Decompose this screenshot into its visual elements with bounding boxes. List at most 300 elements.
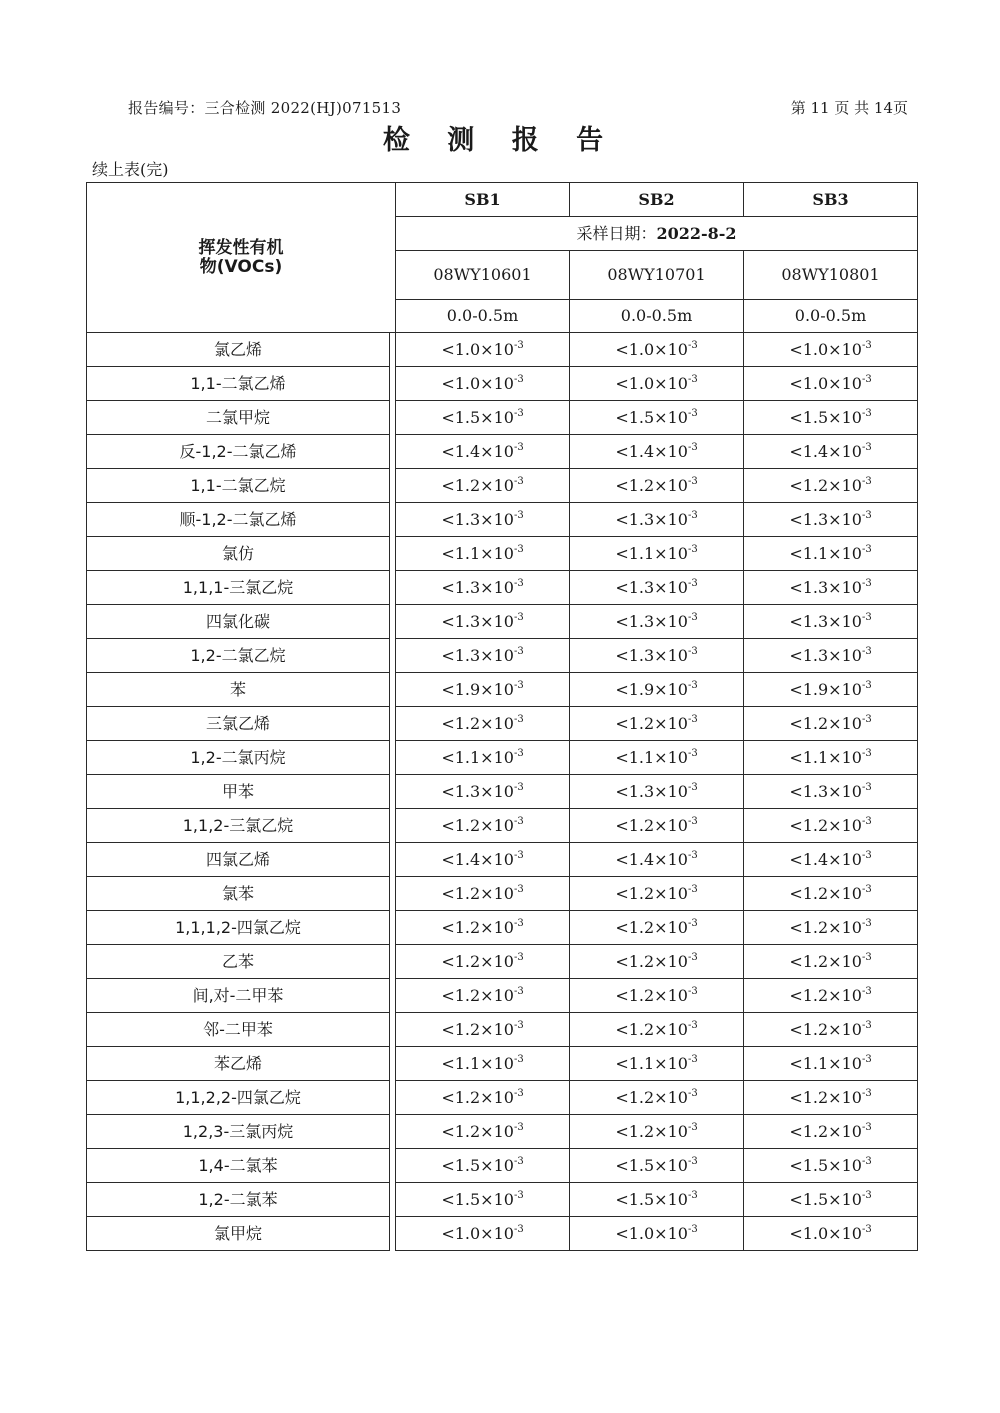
result-exponent: -3 bbox=[861, 747, 872, 759]
result-value: <1.2×10 bbox=[441, 1087, 514, 1107]
depth-sb1: 0.0-0.5m bbox=[396, 300, 570, 333]
result-cell bbox=[396, 673, 570, 707]
result-value: <1.4×10 bbox=[789, 849, 862, 869]
result-exponent: -3 bbox=[861, 475, 872, 487]
result-cell bbox=[744, 673, 918, 707]
result-exponent: -3 bbox=[687, 679, 698, 691]
sampling-date-value: 2022-8-2 bbox=[656, 223, 737, 243]
result-value: <1.3×10 bbox=[441, 509, 514, 529]
result-cell bbox=[570, 333, 744, 367]
sample-id-sb1: 08WY10601 bbox=[396, 251, 570, 300]
table-row bbox=[87, 333, 918, 367]
table-row bbox=[87, 775, 918, 809]
result-exponent: -3 bbox=[861, 509, 872, 521]
result-value: <1.2×10 bbox=[441, 883, 514, 903]
result-value: <1.5×10 bbox=[789, 407, 862, 427]
depth-sb2: 0.0-0.5m bbox=[570, 300, 744, 333]
result-value: <1.5×10 bbox=[441, 1155, 514, 1175]
result-exponent: -3 bbox=[687, 475, 698, 487]
result-exponent: -3 bbox=[687, 747, 698, 759]
result-cell bbox=[570, 1115, 744, 1149]
result-value: <1.2×10 bbox=[441, 815, 514, 835]
result-value: <1.4×10 bbox=[441, 849, 514, 869]
result-exponent: -3 bbox=[513, 917, 524, 929]
compound-name: 甲苯 bbox=[87, 775, 390, 809]
site-header-row bbox=[87, 183, 918, 217]
result-exponent: -3 bbox=[687, 781, 698, 793]
compound-name: 1,1,1,2-四氯乙烷 bbox=[87, 911, 390, 945]
result-value: <1.9×10 bbox=[441, 679, 514, 699]
result-cell bbox=[396, 741, 570, 775]
result-value: <1.5×10 bbox=[789, 1189, 862, 1209]
result-exponent: -3 bbox=[687, 509, 698, 521]
result-exponent: -3 bbox=[687, 611, 698, 623]
result-exponent: -3 bbox=[513, 951, 524, 963]
parameter-header-cell bbox=[87, 183, 396, 333]
compound-name: 苯乙烯 bbox=[87, 1047, 390, 1081]
result-cell bbox=[744, 843, 918, 877]
result-value: <1.2×10 bbox=[789, 815, 862, 835]
result-value: <1.3×10 bbox=[441, 781, 514, 801]
result-cell bbox=[570, 1217, 744, 1251]
voc-results-table bbox=[86, 182, 918, 1251]
result-cell bbox=[744, 367, 918, 401]
result-exponent: -3 bbox=[513, 1223, 524, 1235]
result-exponent: -3 bbox=[861, 543, 872, 555]
compound-name: 氯仿 bbox=[87, 537, 390, 571]
table-row bbox=[87, 1115, 918, 1149]
result-cell bbox=[570, 707, 744, 741]
result-value: <1.3×10 bbox=[441, 577, 514, 597]
result-cell bbox=[396, 945, 570, 979]
result-value: <1.2×10 bbox=[789, 917, 862, 937]
result-value: <1.0×10 bbox=[615, 1223, 688, 1243]
result-value: <1.3×10 bbox=[789, 781, 862, 801]
result-value: <1.2×10 bbox=[789, 1087, 862, 1107]
result-value: <1.5×10 bbox=[441, 407, 514, 427]
continued-label: 续上表(完) bbox=[92, 160, 169, 179]
result-cell bbox=[570, 1149, 744, 1183]
result-exponent: -3 bbox=[861, 1155, 872, 1167]
result-exponent: -3 bbox=[513, 645, 524, 657]
result-cell bbox=[744, 333, 918, 367]
result-cell bbox=[744, 503, 918, 537]
table-row bbox=[87, 1183, 918, 1217]
result-cell bbox=[744, 911, 918, 945]
result-value: <1.2×10 bbox=[615, 1121, 688, 1141]
result-exponent: -3 bbox=[687, 543, 698, 555]
result-value: <1.2×10 bbox=[789, 985, 862, 1005]
compound-name: 1,2,3-三氯丙烷 bbox=[87, 1115, 390, 1149]
compound-name: 二氯甲烷 bbox=[87, 401, 390, 435]
result-exponent: -3 bbox=[861, 679, 872, 691]
result-exponent: -3 bbox=[513, 339, 524, 351]
result-exponent: -3 bbox=[513, 611, 524, 623]
result-cell bbox=[744, 979, 918, 1013]
result-cell bbox=[570, 945, 744, 979]
result-exponent: -3 bbox=[687, 407, 698, 419]
table-row bbox=[87, 469, 918, 503]
result-cell bbox=[396, 707, 570, 741]
result-cell bbox=[570, 639, 744, 673]
result-cell bbox=[570, 469, 744, 503]
result-exponent: -3 bbox=[513, 985, 524, 997]
result-exponent: -3 bbox=[513, 441, 524, 453]
result-value: <1.2×10 bbox=[441, 713, 514, 733]
result-value: <1.2×10 bbox=[615, 475, 688, 495]
result-cell bbox=[396, 537, 570, 571]
compound-name: 1,2-二氯苯 bbox=[87, 1183, 390, 1217]
result-cell bbox=[570, 809, 744, 843]
result-exponent: -3 bbox=[513, 815, 524, 827]
result-cell bbox=[570, 911, 744, 945]
result-exponent: -3 bbox=[687, 713, 698, 725]
result-value: <1.3×10 bbox=[789, 611, 862, 631]
result-exponent: -3 bbox=[687, 883, 698, 895]
result-cell bbox=[570, 843, 744, 877]
sample-id-sb2: 08WY10701 bbox=[570, 251, 744, 300]
result-cell bbox=[396, 1013, 570, 1047]
result-value: <1.2×10 bbox=[615, 713, 688, 733]
result-exponent: -3 bbox=[513, 781, 524, 793]
table-row bbox=[87, 571, 918, 605]
result-cell bbox=[570, 1013, 744, 1047]
document-title: 检 测 报 告 bbox=[382, 125, 618, 156]
result-cell bbox=[570, 775, 744, 809]
result-value: <1.5×10 bbox=[789, 1155, 862, 1175]
site-sb2: SB2 bbox=[570, 183, 744, 217]
result-cell bbox=[744, 1183, 918, 1217]
result-value: <1.1×10 bbox=[441, 747, 514, 767]
result-cell bbox=[570, 571, 744, 605]
result-value: <1.2×10 bbox=[789, 883, 862, 903]
result-value: <1.0×10 bbox=[441, 339, 514, 359]
result-value: <1.2×10 bbox=[615, 951, 688, 971]
table-row bbox=[87, 639, 918, 673]
sampling-date-cell bbox=[396, 217, 918, 251]
table-row bbox=[87, 911, 918, 945]
result-cell bbox=[396, 775, 570, 809]
result-value: <1.5×10 bbox=[615, 1189, 688, 1209]
compound-name: 反-1,2-二氯乙烯 bbox=[87, 435, 390, 469]
result-value: <1.3×10 bbox=[615, 611, 688, 631]
parameter-header-line2: 物(VOCs) bbox=[199, 256, 283, 277]
result-exponent: -3 bbox=[687, 1189, 698, 1201]
result-cell bbox=[744, 775, 918, 809]
result-value: <1.2×10 bbox=[441, 475, 514, 495]
result-value: <1.2×10 bbox=[615, 1019, 688, 1039]
parameter-header-line1: 挥发性有机 bbox=[198, 237, 284, 258]
compound-name: 1,1,1-三氯乙烷 bbox=[87, 571, 390, 605]
compound-name: 1,1,2-三氯乙烷 bbox=[87, 809, 390, 843]
table-row bbox=[87, 537, 918, 571]
result-cell bbox=[396, 605, 570, 639]
result-cell bbox=[744, 435, 918, 469]
result-exponent: -3 bbox=[687, 577, 698, 589]
result-exponent: -3 bbox=[513, 1155, 524, 1167]
compound-name: 氯苯 bbox=[87, 877, 390, 911]
table-row bbox=[87, 1217, 918, 1251]
result-exponent: -3 bbox=[687, 1223, 698, 1235]
result-cell bbox=[570, 435, 744, 469]
result-exponent: -3 bbox=[861, 1121, 872, 1133]
result-value: <1.3×10 bbox=[789, 509, 862, 529]
result-exponent: -3 bbox=[513, 1053, 524, 1065]
result-value: <1.3×10 bbox=[789, 645, 862, 665]
result-exponent: -3 bbox=[687, 849, 698, 861]
result-value: <1.2×10 bbox=[789, 475, 862, 495]
table-row bbox=[87, 503, 918, 537]
result-exponent: -3 bbox=[513, 1087, 524, 1099]
result-exponent: -3 bbox=[861, 1189, 872, 1201]
result-value: <1.0×10 bbox=[789, 1223, 862, 1243]
result-exponent: -3 bbox=[513, 679, 524, 691]
result-cell bbox=[396, 639, 570, 673]
result-value: <1.1×10 bbox=[789, 1053, 862, 1073]
result-exponent: -3 bbox=[513, 747, 524, 759]
result-exponent: -3 bbox=[861, 1019, 872, 1031]
result-exponent: -3 bbox=[861, 1053, 872, 1065]
result-value: <1.4×10 bbox=[615, 849, 688, 869]
result-exponent: -3 bbox=[861, 407, 872, 419]
result-cell bbox=[570, 741, 744, 775]
site-sb1: SB1 bbox=[396, 183, 570, 217]
result-cell bbox=[570, 401, 744, 435]
result-cell bbox=[396, 1081, 570, 1115]
result-value: <1.2×10 bbox=[615, 1087, 688, 1107]
result-value: <1.2×10 bbox=[441, 1121, 514, 1141]
result-exponent: -3 bbox=[687, 1121, 698, 1133]
result-exponent: -3 bbox=[513, 475, 524, 487]
table-row bbox=[87, 877, 918, 911]
result-cell bbox=[570, 979, 744, 1013]
result-exponent: -3 bbox=[687, 441, 698, 453]
result-exponent: -3 bbox=[861, 441, 872, 453]
result-exponent: -3 bbox=[513, 373, 524, 385]
result-value: <1.2×10 bbox=[789, 951, 862, 971]
result-cell bbox=[396, 809, 570, 843]
result-value: <1.2×10 bbox=[615, 883, 688, 903]
result-cell bbox=[744, 605, 918, 639]
result-exponent: -3 bbox=[861, 1223, 872, 1235]
result-value: <1.3×10 bbox=[615, 577, 688, 597]
result-value: <1.2×10 bbox=[789, 1121, 862, 1141]
result-exponent: -3 bbox=[513, 849, 524, 861]
result-cell bbox=[570, 1081, 744, 1115]
result-cell bbox=[570, 877, 744, 911]
result-value: <1.1×10 bbox=[441, 1053, 514, 1073]
compound-name: 1,1-二氯乙烯 bbox=[87, 367, 390, 401]
result-cell bbox=[396, 333, 570, 367]
result-value: <1.1×10 bbox=[789, 543, 862, 563]
result-cell bbox=[396, 435, 570, 469]
page-number: 第 11 页 共 14页 bbox=[790, 99, 908, 117]
result-value: <1.2×10 bbox=[789, 713, 862, 733]
result-exponent: -3 bbox=[513, 509, 524, 521]
result-value: <1.5×10 bbox=[615, 407, 688, 427]
table-row bbox=[87, 605, 918, 639]
result-value: <1.1×10 bbox=[615, 543, 688, 563]
result-exponent: -3 bbox=[861, 849, 872, 861]
result-value: <1.3×10 bbox=[789, 577, 862, 597]
table-row bbox=[87, 809, 918, 843]
result-exponent: -3 bbox=[513, 1189, 524, 1201]
compound-name: 氯乙烯 bbox=[87, 333, 390, 367]
result-value: <1.2×10 bbox=[441, 985, 514, 1005]
result-cell bbox=[396, 1115, 570, 1149]
compound-name: 乙苯 bbox=[87, 945, 390, 979]
table-row bbox=[87, 435, 918, 469]
result-cell bbox=[744, 707, 918, 741]
result-cell bbox=[396, 1149, 570, 1183]
result-exponent: -3 bbox=[513, 1121, 524, 1133]
table-row bbox=[87, 945, 918, 979]
result-value: <1.4×10 bbox=[789, 441, 862, 461]
result-value: <1.0×10 bbox=[615, 339, 688, 359]
compound-name: 间,对-二甲苯 bbox=[87, 979, 390, 1013]
result-cell bbox=[744, 741, 918, 775]
result-cell bbox=[744, 877, 918, 911]
result-cell bbox=[396, 571, 570, 605]
table-row bbox=[87, 1013, 918, 1047]
result-cell bbox=[570, 673, 744, 707]
result-exponent: -3 bbox=[687, 985, 698, 997]
result-exponent: -3 bbox=[687, 373, 698, 385]
result-cell bbox=[570, 1183, 744, 1217]
result-value: <1.2×10 bbox=[441, 917, 514, 937]
result-cell bbox=[396, 469, 570, 503]
result-exponent: -3 bbox=[687, 815, 698, 827]
result-value: <1.2×10 bbox=[615, 985, 688, 1005]
table-row bbox=[87, 843, 918, 877]
result-exponent: -3 bbox=[687, 951, 698, 963]
result-cell bbox=[570, 1047, 744, 1081]
compound-name: 1,1-二氯乙烷 bbox=[87, 469, 390, 503]
result-exponent: -3 bbox=[861, 781, 872, 793]
result-cell bbox=[396, 503, 570, 537]
result-cell bbox=[744, 809, 918, 843]
result-cell bbox=[396, 1217, 570, 1251]
result-value: <1.3×10 bbox=[441, 645, 514, 665]
result-exponent: -3 bbox=[513, 1019, 524, 1031]
result-value: <1.5×10 bbox=[615, 1155, 688, 1175]
result-value: <1.2×10 bbox=[441, 951, 514, 971]
result-exponent: -3 bbox=[687, 339, 698, 351]
result-value: <1.1×10 bbox=[789, 747, 862, 767]
result-value: <1.3×10 bbox=[441, 611, 514, 631]
result-exponent: -3 bbox=[513, 713, 524, 725]
result-value: <1.0×10 bbox=[441, 373, 514, 393]
result-cell bbox=[744, 401, 918, 435]
table-row bbox=[87, 1047, 918, 1081]
result-cell bbox=[396, 843, 570, 877]
result-cell bbox=[570, 367, 744, 401]
result-value: <1.0×10 bbox=[615, 373, 688, 393]
result-exponent: -3 bbox=[861, 713, 872, 725]
report-number: 报告编号：三合检测 2022(HJ)071513 bbox=[128, 99, 402, 117]
compound-name: 1,2-二氯丙烷 bbox=[87, 741, 390, 775]
result-value: <1.2×10 bbox=[441, 1019, 514, 1039]
result-exponent: -3 bbox=[513, 577, 524, 589]
result-cell bbox=[396, 367, 570, 401]
table-row bbox=[87, 673, 918, 707]
result-value: <1.1×10 bbox=[615, 747, 688, 767]
result-value: <1.0×10 bbox=[441, 1223, 514, 1243]
result-value: <1.9×10 bbox=[789, 679, 862, 699]
result-cell bbox=[396, 401, 570, 435]
result-cell bbox=[570, 503, 744, 537]
result-cell bbox=[744, 1013, 918, 1047]
sample-id-sb3: 08WY10801 bbox=[744, 251, 918, 300]
result-exponent: -3 bbox=[861, 339, 872, 351]
result-exponent: -3 bbox=[687, 917, 698, 929]
result-value: <1.2×10 bbox=[615, 917, 688, 937]
result-value: <1.1×10 bbox=[615, 1053, 688, 1073]
compound-name: 四氯乙烯 bbox=[87, 843, 390, 877]
compound-name: 苯 bbox=[87, 673, 390, 707]
result-exponent: -3 bbox=[861, 577, 872, 589]
result-exponent: -3 bbox=[861, 1087, 872, 1099]
result-cell bbox=[744, 469, 918, 503]
result-cell bbox=[744, 571, 918, 605]
result-value: <1.3×10 bbox=[615, 509, 688, 529]
compound-name: 三氯乙烯 bbox=[87, 707, 390, 741]
compound-name: 四氯化碳 bbox=[87, 605, 390, 639]
depth-sb3: 0.0-0.5m bbox=[744, 300, 918, 333]
result-cell bbox=[570, 605, 744, 639]
result-cell bbox=[744, 1217, 918, 1251]
result-exponent: -3 bbox=[861, 917, 872, 929]
result-cell bbox=[744, 537, 918, 571]
result-value: <1.4×10 bbox=[615, 441, 688, 461]
result-cell bbox=[396, 877, 570, 911]
result-value: <1.3×10 bbox=[615, 781, 688, 801]
result-value: <1.0×10 bbox=[789, 339, 862, 359]
result-cell bbox=[570, 537, 744, 571]
result-exponent: -3 bbox=[861, 815, 872, 827]
compound-name: 氯甲烷 bbox=[87, 1217, 390, 1251]
result-exponent: -3 bbox=[861, 611, 872, 623]
site-sb3: SB3 bbox=[744, 183, 918, 217]
result-exponent: -3 bbox=[861, 951, 872, 963]
result-exponent: -3 bbox=[861, 373, 872, 385]
result-value: <1.2×10 bbox=[615, 815, 688, 835]
result-exponent: -3 bbox=[687, 1155, 698, 1167]
table-row bbox=[87, 707, 918, 741]
table-row bbox=[87, 367, 918, 401]
result-cell bbox=[396, 1047, 570, 1081]
compound-name: 1,2-二氯乙烷 bbox=[87, 639, 390, 673]
result-exponent: -3 bbox=[513, 883, 524, 895]
result-cell bbox=[744, 1115, 918, 1149]
result-value: <1.0×10 bbox=[789, 373, 862, 393]
result-exponent: -3 bbox=[687, 1053, 698, 1065]
result-exponent: -3 bbox=[513, 543, 524, 555]
result-value: <1.4×10 bbox=[441, 441, 514, 461]
result-cell bbox=[396, 911, 570, 945]
result-exponent: -3 bbox=[861, 883, 872, 895]
result-cell bbox=[744, 1081, 918, 1115]
table-row bbox=[87, 1081, 918, 1115]
result-exponent: -3 bbox=[687, 645, 698, 657]
result-exponent: -3 bbox=[861, 985, 872, 997]
result-value: <1.5×10 bbox=[441, 1189, 514, 1209]
result-exponent: -3 bbox=[687, 1087, 698, 1099]
table-row bbox=[87, 401, 918, 435]
result-value: <1.9×10 bbox=[615, 679, 688, 699]
sampling-date-label: 采样日期： bbox=[576, 223, 657, 243]
table-row bbox=[87, 1149, 918, 1183]
